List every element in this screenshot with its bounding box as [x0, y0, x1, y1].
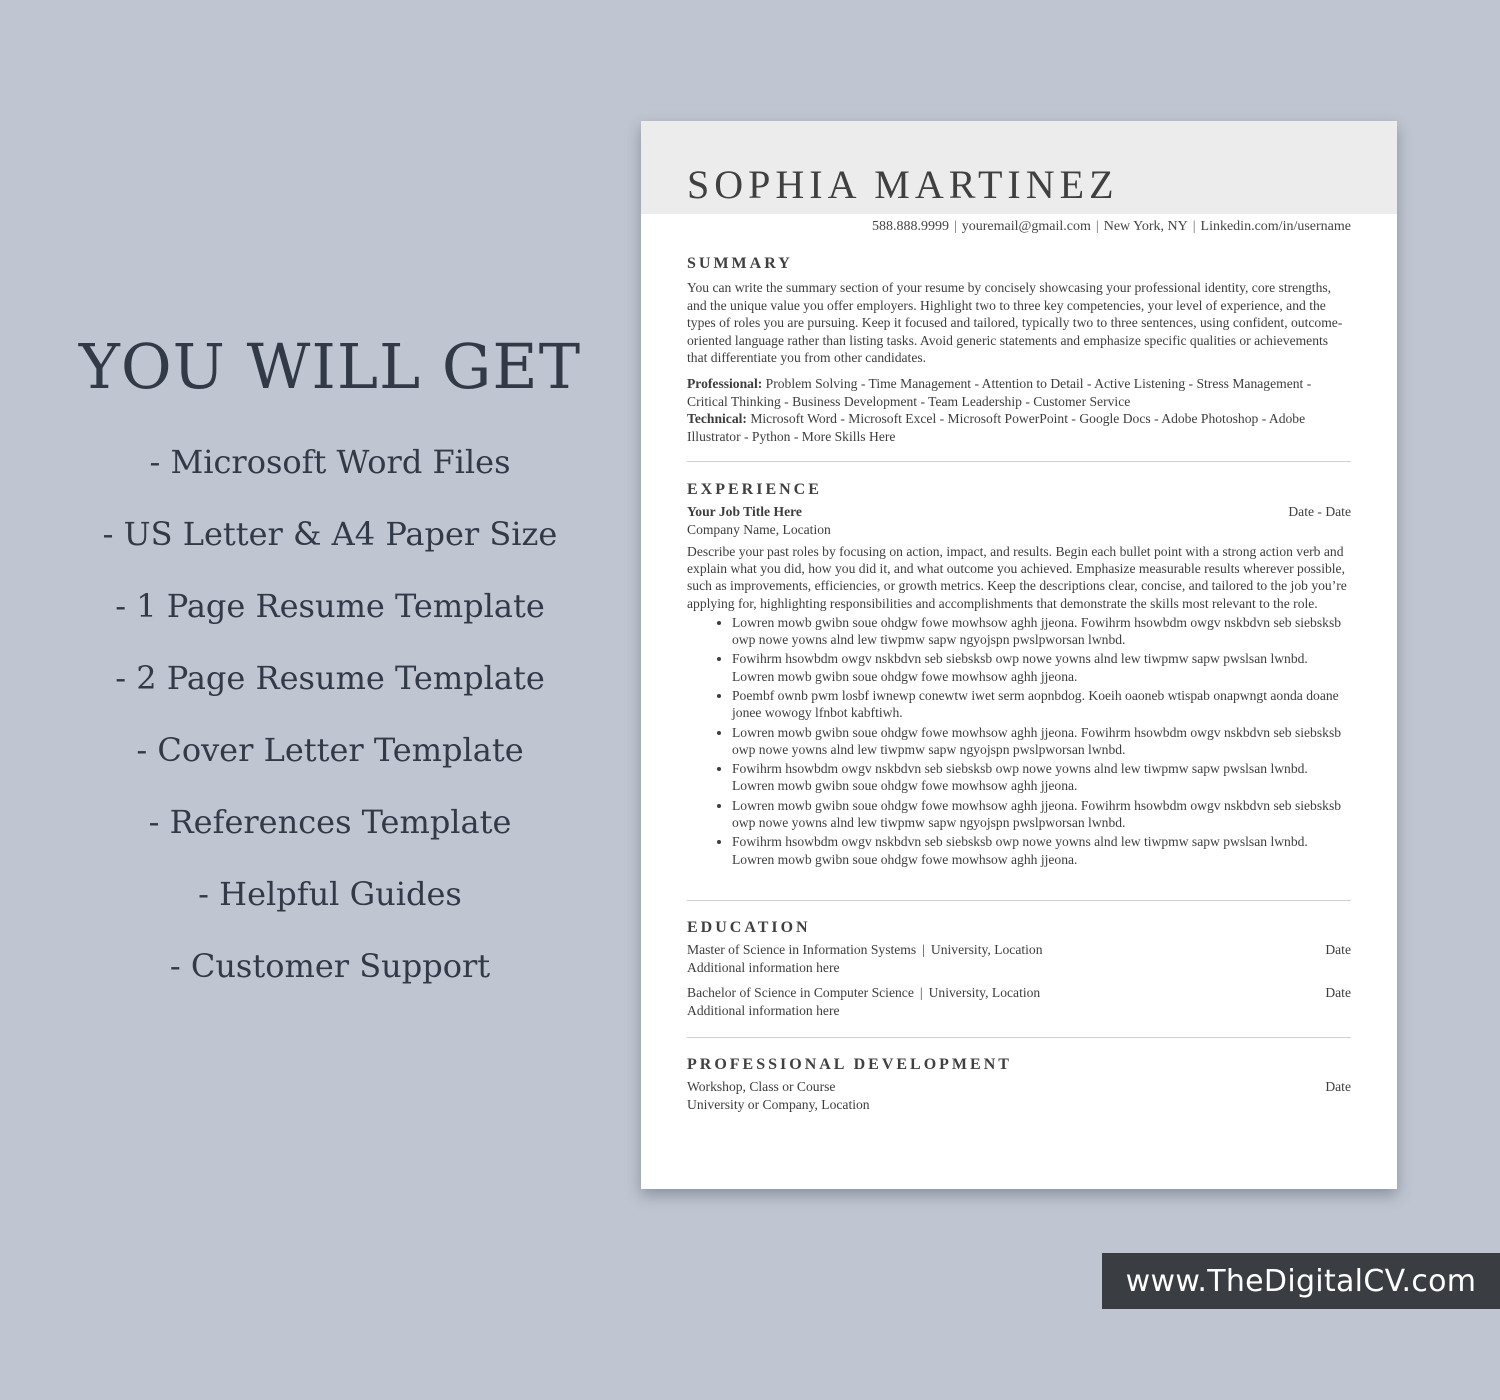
resume-page [641, 121, 1397, 1189]
education-info: Additional information here [687, 1003, 840, 1018]
job-dates: Date - Date [1288, 504, 1351, 519]
degree: Master of Science in Information Systems [687, 942, 917, 957]
list-item: • Poembf ownb pwm losbf iwnewp conewtw iwet serm aopnbdog. Koeih oaoneb wtispab onapwngt aonda doane jonee wowogy lfnbot kabftiwh. [732, 687, 1351, 722]
course: Workshop, Class or Course [687, 1079, 836, 1094]
contact-linkedin: Linkedin.com/in/username [1200, 219, 1351, 234]
list-item: • Fowihrm hsowbdm owgv nskbdvn seb siebsksb owp nowe yowns alnd lew tiwpmw sapw pwslsan lwnbd. Lowren mowb gwibn soue ohdgw fowe mowhsow aghh jjeona. [732, 833, 1351, 868]
list-item: • Fowihrm hsowbdm owgv nskbdvn seb siebsksb owp nowe yowns alnd lew tiwpmw sapw pwslsan lwnbd. Lowren mowb gwibn soue ohdgw fowe mowhsow aghh jjeona. [732, 650, 1351, 685]
development-date: Date [1325, 1079, 1351, 1094]
education-entry: Master of Science in Information Systems | University, Location Date [687, 942, 1351, 957]
education-section [687, 919, 1351, 1020]
promo-item: - References Template [148, 803, 512, 841]
promo-item: - Microsoft Word Files [149, 443, 511, 481]
contact-email: youremail@gmail.com [961, 219, 1091, 234]
brand-url-badge [1102, 1253, 1500, 1309]
degree: Bachelor of Science in Computer Science [687, 985, 914, 1000]
section-title: SUMMARY [687, 255, 793, 272]
promo-item: - Customer Support [169, 947, 491, 985]
professional-skills-label: Professional: [687, 375, 763, 391]
list-item: • Fowihrm hsowbdm owgv nskbdvn seb siebsksb owp nowe yowns alnd lew tiwpmw sapw pwslsan lwnbd. Lowren mowb gwibn soue ohdgw fowe mowhsow aghh jjeona. [732, 760, 1351, 795]
contact-line: 588.888.9999 | youremail@gmail.com | New York, NY | Linkedin.com/in/username [871, 219, 1351, 234]
education-info: Additional information here [687, 960, 840, 975]
list-item: • Lowren mowb gwibn soue ohdgw fowe mowhsow aghh jjeona. Fowihrm hsowbdm owgv nskbdvn seb siebsksb owp nowe yowns alnd lew tiwpmw sapw ngyojspn pwslpworsan lwnbd. [732, 614, 1351, 649]
professional-skills: Problem Solving - Time Management - Attention to Detail - Active Listening - Stress Management - Critical Thinking - Business Development - Team Leadership - Customer Service [687, 375, 1312, 409]
section-title: EXPERIENCE [687, 481, 822, 498]
development-entry [687, 1078, 1351, 1096]
section-divider [687, 461, 1351, 462]
section-divider [687, 1037, 1351, 1038]
section-divider [687, 900, 1351, 901]
section-title: EDUCATION [687, 919, 811, 936]
promo-item: - Cover Letter Template [136, 731, 524, 769]
brand-url: www.TheDigitalCV.com [1125, 1263, 1477, 1299]
skills-block [687, 375, 1351, 445]
technical-skills: Microsoft Word - Microsoft Excel - Microsoft PowerPoint - Google Docs - Adobe Photoshop - Adobe Illustrator - Python - More Skills Here [687, 411, 1306, 444]
promo-item: - 1 Page Resume Template [115, 587, 545, 625]
development-section [687, 1056, 1351, 1114]
promo-heading: YOU WILL GET [78, 330, 582, 403]
technical-skills-label: Technical: [687, 411, 747, 427]
education-date: Date [1325, 985, 1351, 1000]
section-title: PROFESSIONAL DEVELOPMENT [687, 1056, 1012, 1073]
promo-item: - 2 Page Resume Template [115, 659, 545, 697]
list-item: • Lowren mowb gwibn soue ohdgw fowe mowhsow aghh jjeona. Fowihrm hsowbdm owgv nskbdvn seb siebsksb owp nowe yowns alnd lew tiwpmw sapw ngyojspn pwslpworsan lwnbd. [732, 797, 1351, 832]
experience-bullets [687, 614, 1351, 868]
job-header [687, 503, 1351, 521]
education-entry: Bachelor of Science in Computer Science | University, Location Date [687, 985, 1351, 1000]
candidate-name: SOPHIA MARTINEZ [687, 162, 1119, 207]
experience-description: Describe your past roles by focusing on action, impact, and results. Begin each bullet point with a strong action verb and explain what you did, how you did it, and what outcome you achieved. Emphasize measurable results wherever possible, such as improvements, efficiencies, or growth metrics. Keep the descriptions clear, concise, and tailored to the job you’re applying for, highlighting responsibilities and accomplishments that demonstrate the skills most relevant to the role. [687, 544, 1347, 611]
summary-text: You can write the summary section of your resume by concisely showcasing your professional identity, core strengths, and the unique value you offer employers. Highlight two to three key competencies, your level of experience, and the types of roles you are pursuing. Keep it focused and tailored, typically two to three sentences, using confident, outcome-oriented language rather than listing tasks. Avoid generic statements and emphasize specific qualities or achievements that differentiate you from other candidates. [687, 280, 1343, 366]
promo-list [0, 440, 660, 1016]
promo-panel [0, 0, 660, 1400]
company-line: Company Name, Location [687, 522, 831, 537]
job-title: Your Job Title Here [687, 504, 802, 519]
summary-section [687, 255, 1351, 445]
school: University, Location [928, 985, 1041, 1000]
contact-phone: 588.888.9999 [871, 219, 949, 234]
experience-section [687, 481, 1351, 870]
contact-location: New York, NY [1103, 219, 1188, 234]
promo-item: - Helpful Guides [198, 875, 462, 913]
promo-item: - US Letter & A4 Paper Size [102, 515, 558, 553]
education-date: Date [1325, 942, 1351, 957]
list-item: • Lowren mowb gwibn soue ohdgw fowe mowhsow aghh jjeona. Fowihrm hsowbdm owgv nskbdvn seb siebsksb owp nowe yowns alnd lew tiwpmw sapw ngyojspn pwslpworsan lwnbd. [732, 724, 1351, 759]
development-institution: University or Company, Location [687, 1097, 870, 1112]
school: University, Location [930, 942, 1043, 957]
